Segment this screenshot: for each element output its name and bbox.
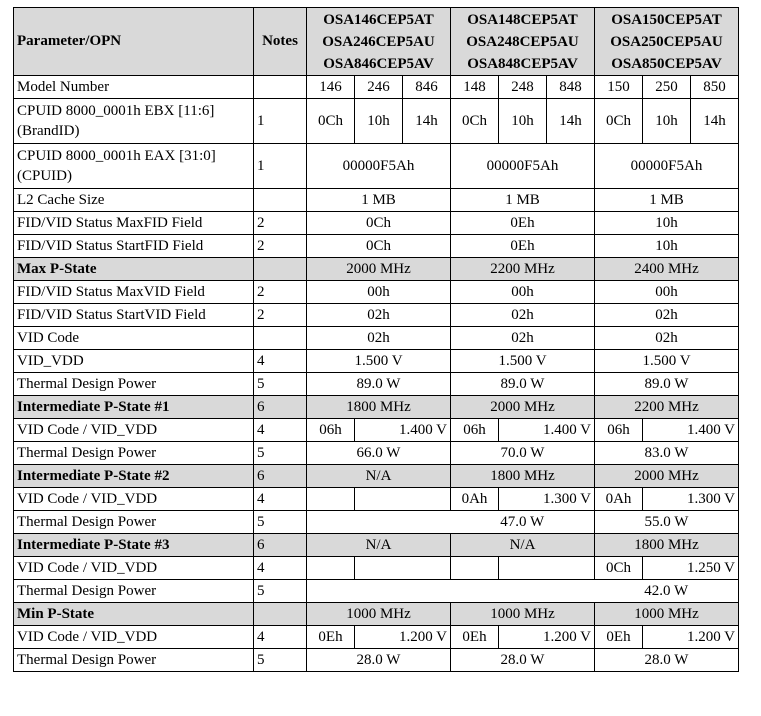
cell: 02h	[451, 304, 595, 327]
note-cell: 4	[254, 626, 307, 649]
row-tdp-max	[14, 373, 739, 396]
row-label: Max P-State	[14, 258, 254, 281]
row-label: Intermediate P-State #1	[14, 396, 254, 419]
note-cell: 4	[254, 350, 307, 373]
cell: 846	[403, 76, 451, 99]
row-min-pstate	[14, 603, 739, 626]
cell: 146	[307, 76, 355, 99]
note-cell: 4	[254, 557, 307, 580]
note-cell: 6	[254, 396, 307, 419]
cell: 0Eh	[307, 626, 355, 649]
cell: 02h	[307, 327, 451, 350]
row-startfid	[14, 235, 739, 258]
note-cell: 2	[254, 281, 307, 304]
row-label: CPUID 8000_0001h EBX [11:6] (BrandID)	[14, 99, 254, 144]
cell: 02h	[595, 304, 739, 327]
row-ip1-tdp	[14, 442, 739, 465]
row-label: Intermediate P-State #2	[14, 465, 254, 488]
opn-group-150: OSA150CEP5AT OSA250CEP5AU OSA850CEP5AV	[595, 8, 739, 76]
cell: 06h	[451, 419, 499, 442]
cell: 2200 MHz	[595, 396, 739, 419]
row-label: Thermal Design Power	[14, 649, 254, 672]
cell: 06h	[595, 419, 643, 442]
cell: N/A	[307, 465, 451, 488]
row-ip2-vid	[14, 488, 739, 511]
row-label: Thermal Design Power	[14, 580, 254, 603]
note-cell: 4	[254, 488, 307, 511]
cell: 2000 MHz	[451, 396, 595, 419]
cell: 0Eh	[595, 626, 643, 649]
note-cell: 2	[254, 235, 307, 258]
row-ip2-tdp	[14, 511, 739, 534]
cell: 2200 MHz	[451, 258, 595, 281]
row-ip2	[14, 465, 739, 488]
row-brandid	[14, 99, 739, 144]
cell: 66.0 W	[307, 442, 451, 465]
row-vid-vdd	[14, 350, 739, 373]
cell: 148	[451, 76, 499, 99]
note-cell	[254, 76, 307, 99]
note-cell: 2	[254, 304, 307, 327]
cell: 1.400 V	[355, 419, 451, 442]
cell-empty	[451, 557, 499, 580]
cell: 0Ch	[307, 212, 451, 235]
cell: 10h	[595, 235, 739, 258]
cell: 14h	[691, 99, 739, 144]
cell: 06h	[307, 419, 355, 442]
cell: 1800 MHz	[307, 396, 451, 419]
cell: 02h	[451, 327, 595, 350]
cell: 246	[355, 76, 403, 99]
row-label: FID/VID Status StartVID Field	[14, 304, 254, 327]
cell: 2000 MHz	[595, 465, 739, 488]
cell: 1800 MHz	[595, 534, 739, 557]
row-model-number	[14, 76, 739, 99]
cell: 02h	[595, 327, 739, 350]
cell: 02h	[307, 304, 451, 327]
row-label: FID/VID Status MaxFID Field	[14, 212, 254, 235]
row-label: VID_VDD	[14, 350, 254, 373]
row-ip3-tdp	[14, 580, 739, 603]
processor-spec-table	[13, 7, 739, 672]
cell: 1 MB	[307, 189, 451, 212]
row-cpuid	[14, 144, 739, 189]
note-cell: 5	[254, 511, 307, 534]
cell: 89.0 W	[595, 373, 739, 396]
row-startvid	[14, 304, 739, 327]
cell: 1 MB	[451, 189, 595, 212]
cell: 250	[643, 76, 691, 99]
note-cell: 4	[254, 419, 307, 442]
cell: 1.500 V	[451, 350, 595, 373]
note-cell	[254, 327, 307, 350]
cell: 0Eh	[451, 212, 595, 235]
cell: 2400 MHz	[595, 258, 739, 281]
cell-empty	[307, 511, 451, 534]
cell: N/A	[307, 534, 451, 557]
cell: 83.0 W	[595, 442, 739, 465]
row-label: Thermal Design Power	[14, 442, 254, 465]
cell: N/A	[451, 534, 595, 557]
note-cell: 6	[254, 534, 307, 557]
row-label: Intermediate P-State #3	[14, 534, 254, 557]
row-label: FID/VID Status MaxVID Field	[14, 281, 254, 304]
cell: 10h	[595, 212, 739, 235]
cell: 1.300 V	[643, 488, 739, 511]
note-cell: 1	[254, 99, 307, 144]
cell: 00000F5Ah	[307, 144, 451, 189]
row-maxvid	[14, 281, 739, 304]
row-min-vid	[14, 626, 739, 649]
cell: 89.0 W	[451, 373, 595, 396]
cell: 10h	[355, 99, 403, 144]
row-ip1	[14, 396, 739, 419]
note-cell	[254, 603, 307, 626]
cell: 1 MB	[595, 189, 739, 212]
cell: 00h	[595, 281, 739, 304]
row-label: FID/VID Status StartFID Field	[14, 235, 254, 258]
cell: 850	[691, 76, 739, 99]
cell: 55.0 W	[595, 511, 739, 534]
cell: 0Ah	[451, 488, 499, 511]
cell: 28.0 W	[595, 649, 739, 672]
cell: 1.500 V	[595, 350, 739, 373]
row-ip1-vid	[14, 419, 739, 442]
cell-empty	[307, 488, 355, 511]
cell: 0Ch	[595, 557, 643, 580]
cell: 0Ch	[307, 235, 451, 258]
cell: 1.300 V	[499, 488, 595, 511]
cell: 1.200 V	[355, 626, 451, 649]
cell-empty	[355, 488, 451, 511]
opn-group-148: OSA148CEP5AT OSA248CEP5AU OSA848CEP5AV	[451, 8, 595, 76]
cell: 0Ch	[307, 99, 355, 144]
cell: 00000F5Ah	[451, 144, 595, 189]
cell: 2000 MHz	[307, 258, 451, 281]
row-l2-cache	[14, 189, 739, 212]
opn-group-146: OSA146CEP5AT OSA246CEP5AU OSA846CEP5AV	[307, 8, 451, 76]
note-cell	[254, 189, 307, 212]
cell: 0Ch	[451, 99, 499, 144]
cell: 1.250 V	[643, 557, 739, 580]
row-label: Min P-State	[14, 603, 254, 626]
cell: 0Ch	[595, 99, 643, 144]
cell: 150	[595, 76, 643, 99]
note-cell: 5	[254, 580, 307, 603]
row-label: VID Code	[14, 327, 254, 350]
cell: 1.200 V	[499, 626, 595, 649]
cell: 47.0 W	[451, 511, 595, 534]
note-cell: 5	[254, 649, 307, 672]
row-ip3	[14, 534, 739, 557]
note-cell	[254, 258, 307, 281]
row-label: VID Code / VID_VDD	[14, 557, 254, 580]
cell-empty	[451, 580, 595, 603]
cell-empty	[355, 557, 451, 580]
cell: 1000 MHz	[595, 603, 739, 626]
row-ip3-vid	[14, 557, 739, 580]
cell: 0Eh	[451, 626, 499, 649]
cell: 1.400 V	[499, 419, 595, 442]
header-param: Parameter/OPN	[14, 8, 254, 76]
cell: 14h	[547, 99, 595, 144]
cell: 42.0 W	[595, 580, 739, 603]
cell: 28.0 W	[451, 649, 595, 672]
note-cell: 2	[254, 212, 307, 235]
row-label: VID Code / VID_VDD	[14, 488, 254, 511]
note-cell: 5	[254, 442, 307, 465]
cell: 14h	[403, 99, 451, 144]
header-notes: Notes	[254, 8, 307, 76]
cell: 1.200 V	[643, 626, 739, 649]
cell: 00h	[451, 281, 595, 304]
cell: 89.0 W	[307, 373, 451, 396]
row-label: Thermal Design Power	[14, 511, 254, 534]
row-label: VID Code / VID_VDD	[14, 626, 254, 649]
cell-empty	[499, 557, 595, 580]
cell: 10h	[499, 99, 547, 144]
cell: 28.0 W	[307, 649, 451, 672]
cell: 1000 MHz	[307, 603, 451, 626]
row-vid-code	[14, 327, 739, 350]
row-label: Model Number	[14, 76, 254, 99]
row-label: Thermal Design Power	[14, 373, 254, 396]
cell: 0Eh	[451, 235, 595, 258]
cell: 1.400 V	[643, 419, 739, 442]
cell: 0Ah	[595, 488, 643, 511]
cell: 848	[547, 76, 595, 99]
row-label: L2 Cache Size	[14, 189, 254, 212]
note-cell: 1	[254, 144, 307, 189]
note-cell: 6	[254, 465, 307, 488]
row-maxfid	[14, 212, 739, 235]
note-cell: 5	[254, 373, 307, 396]
cell-empty	[307, 557, 355, 580]
cell-empty	[307, 580, 451, 603]
cell: 1000 MHz	[451, 603, 595, 626]
cell: 1.500 V	[307, 350, 451, 373]
cell: 1800 MHz	[451, 465, 595, 488]
row-label: CPUID 8000_0001h EAX [31:0] (CPUID)	[14, 144, 254, 189]
cell: 248	[499, 76, 547, 99]
row-min-tdp	[14, 649, 739, 672]
cell: 00000F5Ah	[595, 144, 739, 189]
row-label: VID Code / VID_VDD	[14, 419, 254, 442]
row-max-pstate	[14, 258, 739, 281]
cell: 00h	[307, 281, 451, 304]
header-row	[14, 8, 739, 76]
cell: 70.0 W	[451, 442, 595, 465]
cell: 10h	[643, 99, 691, 144]
